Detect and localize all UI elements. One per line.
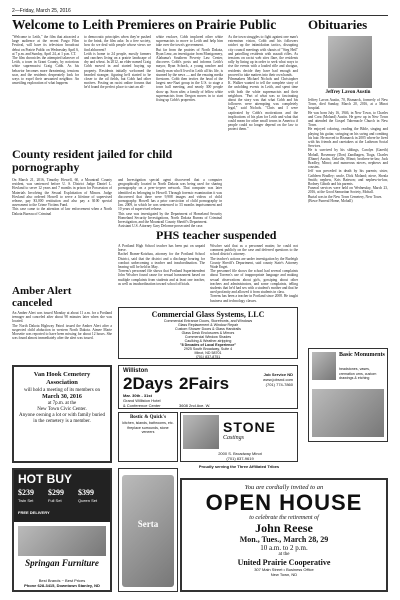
ad-cemetery-title: Van Hook Cemetery Association xyxy=(33,371,91,386)
ad-jobfair-hours: 3608 2nd Ave. W. xyxy=(179,403,211,408)
ad-jobfair-phone: (701) 774-7860 xyxy=(265,382,293,387)
ad-cemetery-place: New Town Civic Center. xyxy=(37,407,87,412)
leith-col-2 xyxy=(84,35,151,145)
obituary-text xyxy=(308,98,388,294)
obituary-para: Funeral services were held on Wednesday, March 23, 2016, at the Good Samaritan Society, Mohall. xyxy=(308,186,388,195)
leith-p7: As the town struggles to fight against one man's extremism vision, Cobb and his followers ratchet up the intimidation tactics, disrupting city council meetings with shouts of "Sieg Heil" and patrolling residents with assault rifles. As tensions on racist web sites flare, the residents rally by lining up in order to seek what ways to rise the events with a loaded rifle and shotgun, residents decide they have had enough and proceed to take matters into their own hands. xyxy=(228,35,298,77)
ad-hotbuy-mattress-photo xyxy=(18,526,106,556)
ad-cemetery-date: March 30, 2016 xyxy=(42,394,82,400)
ad-open-house[interactable] xyxy=(180,478,388,592)
ad-monuments-body: headstones, vases, cremation urns, custom drawings & etching xyxy=(339,367,377,380)
obituaries-header: Obituaries xyxy=(308,17,368,32)
ad-glass-line: Glass Desk Enclosures & Mirrors xyxy=(181,331,235,335)
ad-hotbuy-free: FREE DELIVERY xyxy=(18,510,50,515)
ad-glass-line: Glass Replacement & Window Repair xyxy=(177,323,239,327)
ad-hotbuy-phone: Phone 628-3415, Downtown Stanley, ND xyxy=(24,583,100,588)
phs-col-2 xyxy=(210,244,298,304)
leith-col-4 xyxy=(228,35,298,225)
ad-stone-phone: (701) 837-9619 xyxy=(226,456,254,461)
county-p2: This case came to the attention of law enforcement when a North Dakota Bureau of Criminal xyxy=(12,207,112,216)
ad-stone-photo xyxy=(183,415,219,449)
ad-glass-city: Minot, ND 58701 xyxy=(194,351,222,355)
ad-hotbuy-label1: Twin Set xyxy=(18,498,34,503)
phs-p1: A Portland High School teacher has been put on unpaid leave. xyxy=(118,244,205,253)
ad-jobfair-venue1: Grand Williston Hotel xyxy=(123,398,161,403)
leith-col-3 xyxy=(156,35,223,145)
amber-p1: An Amber Alert was issued Monday at about 11 a.m. for a Portland teenager and canceled after about 90 minutes later when she was located. xyxy=(12,311,112,324)
county-headline: County resident jailed for child pornography xyxy=(12,147,173,174)
phs-p6: The personnel file shows the school had several complaints about Torrens's use of inappropriate language and making sexual observations about girls, gossiping about other teachers and administrators, and some complaints, telling students that he'd had sex with a student's mother and that he used profanity and allowed it from students in class. xyxy=(210,269,298,295)
ad-openhouse-name: John Reese xyxy=(255,521,313,535)
obituary-para: Burial was in the New Town Cemetery, New Town. xyxy=(308,194,383,199)
ad-openhouse-date: Mon., Tues., March 28, 29 xyxy=(239,535,329,544)
ad-serta[interactable] xyxy=(118,468,178,592)
ad-commercial-glass[interactable] xyxy=(118,307,298,359)
leith-p3: to democratic principles when they're pushed to the brink, the film asks: In a free society, how do we deal with people whose views we find abhorrent? xyxy=(84,35,151,52)
ad-glass-line: Commercial Entrance Doors, Storefronts, and Windows xyxy=(163,319,253,323)
ad-serta-photo xyxy=(122,475,174,587)
ad-serta-brand: Serta xyxy=(137,519,159,529)
obituary-para: He was born July 16, 1946, in New Town, to Charles and Cora (Moland) Austin. He grew up in New Town and attended the Gospel Tabernacle Church in New Town. xyxy=(308,110,388,128)
county-p1: On March 21, 2016, Timothy Howell, 60, a Mountrail County resident, was sentenced before U. S. District Judge Daniel L. Hovland to serve 12 years and 7 months in prison for Possession of Materials Involving the Sexual Exploitation of Minors. Judge Hovland also ordered Howell to serve a lifetime of supervised release, pay $3,000 restitution and also pay a $100 special assessment to the Crime Victims Fund. xyxy=(12,178,112,208)
ad-hotbuy-title: HOT BUY xyxy=(18,472,72,486)
ad-openhouse-invite: You are cordially invited to an xyxy=(244,484,324,491)
ad-jobfair-org: Job Service ND xyxy=(263,372,293,377)
proudly-serving: Proudly serving the Three Affiliated Tribes xyxy=(198,464,280,469)
folio: 2—Friday, March 25, 2016 xyxy=(12,8,71,14)
ad-hotbuy-price3: $399 xyxy=(78,488,94,497)
newspaper-page xyxy=(12,8,388,592)
ad-glass-tagline: "8 Decades of Local Experience" xyxy=(179,343,237,347)
ad-stone-name: STONE xyxy=(223,419,276,435)
ad-hotbuy-label2: Full Set xyxy=(48,498,62,503)
amber-headline: Amber Alert canceled xyxy=(12,285,72,309)
obituary-photo xyxy=(328,36,372,88)
ad-hotbuy-price1: $239 xyxy=(18,488,34,497)
obituary-para: He enjoyed coloring, reading the Bible, singing and playing his guitar, swinging on his swing and combing his hair. He moved to Bismarck in 2005 where he lived with his friends and caretakers at the Lutheran Social Services. xyxy=(308,127,388,149)
ad-jobfair-dates: Mar. 30th - 31st xyxy=(123,393,152,398)
county-col-1 xyxy=(12,178,112,282)
leith-p4: Leith is home to 24 people, mostly farmers and ranchers living on a prairie landscape of dry and wheat. In 2012, an elder named Craig Cobb moved in and started buying up property. Residents initially welcomed the bearded stranger, figuring he'd started to be closer to the oil fields, but Cobb had other motives. Posting on racist online forums that he'd found the perfect place to start an all- xyxy=(84,51,151,90)
top-rule xyxy=(12,15,388,16)
county-p3: and Investigation special agent discovered that a computer geographically located in North Dakota was being used for sharing pornography on a peer-to-peer network. That computer was later identified as belonging to Howell. Through forensic examination it was discovered that there were 9,908 images and videos of child pornography. Howell has a prior conviction of child pornography in Jan. 2009, in which he was sentenced to 33 months imprisonment and 10 years of supervised release. xyxy=(118,178,222,212)
county-p4: This case was investigated by the Department of Homeland Security Homeland Security Investigations, North Dakota Bureau of Criminal Investigation, and the Mountrail County Sheriff's Department. xyxy=(118,211,222,225)
phs-headline: PHS teacher suspended xyxy=(156,228,277,242)
phs-p7: Torrens has been a teacher in Portland since 2008. He taught business and technology classes. xyxy=(210,294,298,303)
ad-bostic-title: Bostic & Quick's xyxy=(129,415,167,420)
obituary-para: He is survived by his siblings, Carolyn (Gareth) Mohall, Rosemary (Don) Zandhagen, Tioga, Charles (Diane) Austin, Oakville, Minot; brothers-in-law, Jack Bradley, Minot; and numerous nieces, nephews and cousins. xyxy=(308,148,388,170)
ad-glass-phone: (701) 837-8751 xyxy=(195,355,221,359)
obituary-para: Jeff was preceded in death by his parents; sister, Cathleen Bradley; uncle, Dick Moland; niece, Sheala Smith; nephew, Kris Bateson; and nephew-in-law, Rodney Giboth and his parents. xyxy=(308,169,388,187)
leith-p1: "Welcome to Leith," the film that attracted a large audience at the recent Fargo Film Festival, will have its television broadcast debut on Prairie Public on Wednesday April 6, at 7 p.m. and Sunday, April 24, at 1 p.m. CT. xyxy=(12,35,79,56)
ad-cemetery-body: will hold a meeting of its members on xyxy=(24,388,100,393)
ad-hotbuy-store: Springan Furniture xyxy=(25,558,99,568)
leith-p2: The film chronicles the attempted takeover of Leith, a town in Grant County, by notorious white supremacist Craig Cobb. As his behavior becomes more threatening, tensions soar, and the residents desperately look for ways to expel their unwanted neighbor. An unsettling exploration of what happens xyxy=(12,56,79,86)
ad-jobfair-brand: Williston xyxy=(123,368,148,374)
ad-glass-line: Commercial Window Shades xyxy=(184,335,232,339)
ad-jobfair-web: www.jobsnd.com xyxy=(262,377,293,382)
ad-openhouse-at: at the xyxy=(278,552,290,557)
leith-p8: Filmmakers Michael Nichols and Christopher K. Walker wanted to tell the complete story of the unfolding events in Leith, and spent time with both the white supremacists and their neighbors. "Part of what was so fascinating about the story was that what Cobb and his followers were attempting was completely legal," said Nichols. "Chris and I were captivated by Cobb's motivations and the implications of his plan for Leith and what that could mean for other small towns in America if people could no longer depend on the law to protect them." xyxy=(228,77,298,132)
ad-glass-line: Custom Shower Doors & Glass Handrails xyxy=(175,327,241,331)
phs-p5: The teacher's actions are under investigation by the Burleigh County Sheriff's Department, said county State's Attorney Wade Enget. xyxy=(210,256,298,270)
leith-p5: white enclave, Cobb implored other white supremacists to move to Leith and help him take over the town's government. xyxy=(156,35,223,48)
ad-cemetery-time: at 7p.m. at the xyxy=(47,401,77,406)
ad-hotbuy-label3: Queen Set xyxy=(78,498,98,503)
ad-monuments-photo xyxy=(312,352,336,380)
phs-p2: Rachel Braner-Kotzbau, attorney for the Portland School District, said that the district and a discharge hearing for conduct unbecoming a teacher and insubordination. The hearing will be held in May. xyxy=(118,252,205,270)
ad-hot-buy[interactable] xyxy=(12,468,112,592)
amber-p2: The North Dakota Highway Patrol issued the Amber Alert after a suspected child abduction in western North Dakota. Aimee Marie Morsette was reported to have been missing for about 12 hours. She was found almost immediately after the alert was issued. xyxy=(12,323,112,341)
obituary-para: Jeffrey Lavon Austin, 70, Bismarck, formerly of New Town, died Sunday, March 20, 2016, at a Minot hospital. xyxy=(308,98,388,111)
ad-openhouse-city: New Town, ND xyxy=(270,572,298,577)
ad-openhouse-sub: to celebrate the retirement of xyxy=(249,515,319,521)
ad-stone-address: 2000 S. Broadway Minot xyxy=(218,451,262,456)
ad-glass-title: Commercial Glass Systems, LLC xyxy=(151,310,265,319)
ad-openhouse-address: 307 Main Street • Business Office xyxy=(254,567,314,572)
ad-monuments-photo-2 xyxy=(312,389,384,437)
obituary-name: Jeffrey Lavon Austin xyxy=(325,90,371,95)
leith-p6: But far from the prairies of North Dakota, Ryan Lenz, an investigator from Montgomery, Alabama's Southern Poverty Law Center, discovers Cobb's posts and informs Leith's mayor, Ryan Schock, a young rancher and family man who'd lived in Leith all his life, is stunned by the news — and the ensuing media firestorm. Cobb then invites the head of the largest neo-Nazi group in the U.S. to stage a town hall meeting, and nearly 300 people show up. Soon after, a family of fellow white supremacists from Oregon moves in to start fixing up Cobb's properties. xyxy=(156,47,223,103)
ad-stone-castings[interactable] xyxy=(180,412,298,462)
ad-hotbuy-slogan: Best Brands ~ Best Prices xyxy=(38,578,86,583)
phs-p4: Wischer said that as a personnel matter, he could not comment publicly on the case and deferred questions to the school district's attorney. xyxy=(210,244,298,257)
ad-jobfair-venue2: & Conference Center xyxy=(123,403,161,408)
ad-cemetery-extra: Anyone owning a lot or with family buried in the cemetery is a member. xyxy=(19,413,105,424)
ad-monuments[interactable] xyxy=(308,348,388,442)
county-p5: Assistant U.S. Attorney Gary Delorme prosecuted the case. xyxy=(118,224,204,229)
ad-glass-lines xyxy=(119,319,297,359)
ad-openhouse-time: 10 a.m. to 2 p.m. xyxy=(260,544,308,552)
ad-jobfair-big2: 2Fairs xyxy=(179,374,230,393)
phs-col-1 xyxy=(118,244,205,304)
phs-p3: Torrens's personnel file shows that Portland Superintendent John Wischer found cause for sexual harassment based on multiple complaints from students and at least one teacher, as well as insubordination toward school officials. xyxy=(118,269,205,286)
ad-openhouse-bank: United Prairie Cooperative xyxy=(237,558,331,567)
ad-hotbuy-price2: $299 xyxy=(48,488,64,497)
ad-glass-line: Caulking & Weather-stripping xyxy=(184,339,232,343)
ad-job-fairs[interactable] xyxy=(118,365,298,409)
amber-body xyxy=(12,311,112,361)
ad-monuments-title: Basic Monuments xyxy=(339,352,385,358)
leith-col-1 xyxy=(12,35,79,145)
ad-jobfair-big: 2Days xyxy=(123,374,174,393)
ad-hotbuy-banner xyxy=(14,470,110,522)
main-headline: Welcome to Leith Premieres on Prairie Public xyxy=(12,17,277,32)
ad-bostic-body: kitchen, islands, bathrooms, etc. fireplace surrounds, stone veneers xyxy=(122,421,174,434)
ad-openhouse-title: OPEN HOUSE xyxy=(205,490,363,515)
ad-glass-address: 2925 South Broadway, Suite 4 xyxy=(183,347,233,351)
ad-stone-sub: Castings xyxy=(223,435,245,441)
obituary-funeral-home: (Bowe Funeral Home, Mohall) xyxy=(308,198,353,203)
ad-cemetery[interactable] xyxy=(12,365,112,463)
ad-bostic[interactable] xyxy=(118,412,178,462)
